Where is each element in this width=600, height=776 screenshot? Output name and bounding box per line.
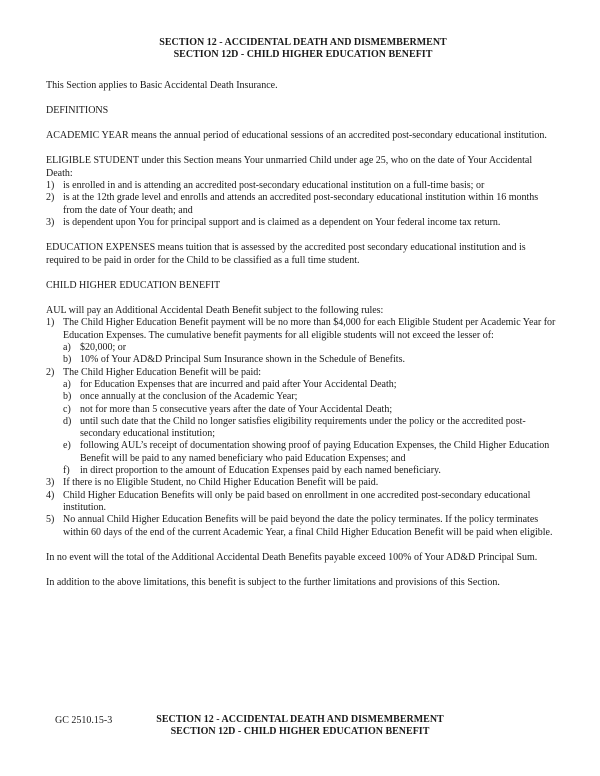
list-item-number: 4) [46,489,55,501]
list-item-letter: d) [63,415,72,427]
rule-subitem [63,391,560,403]
benefit-rules [46,305,560,539]
closing-paragraph-total-limit: In no event will the total of the Additional Accidental Death Benefits payable exceed 100% of Your AD&D Principal Sum. [46,551,538,563]
rule-subitem [63,342,560,354]
list-item-text: Child Higher Education Benefits will only be paid based on enrollment in one accredited post-secondary educational institution. [63,489,531,513]
list-item-text: until such date that the Child no longer satisfies eligibility requirements under the policy or the accredited post-secondary educational institution; [80,415,526,440]
definitions-heading: DEFINITIONS [46,104,109,116]
list-item-text: No annual Child Higher Education Benefits will be paid beyond the date the policy terminates. If the policy terminates within 60 days of the end of the current Academic Year, a final Child Higher Education Benefit will be paid when eligible. [63,514,553,538]
footer-title-line2: SECTION 12D - CHILD HIGHER EDUCATION BENEFIT [170,726,430,738]
closing-paragraph-further-limitations: In addition to the above limitations, this benefit is subject to the further limitations and provisions of this Section. [46,577,500,589]
rule-subitem [63,416,560,441]
rule-subitem [63,440,560,465]
footer-title-line1: SECTION 12 - ACCIDENTAL DEATH AND DISMEMBERMENT [156,714,444,725]
list-item-letter: e) [63,440,71,452]
rule-subitem [63,465,560,477]
list-item-number: 3) [46,216,55,228]
header-title-line1: SECTION 12 - ACCIDENTAL DEATH AND DISMEMBERMENT [159,37,447,48]
list-item-number: 5) [46,514,55,526]
list-item-letter: b) [63,391,72,403]
rule-item [46,477,560,489]
rule-item [46,367,560,379]
rules-lead: AUL will pay an Additional Accidental Death Benefit subject to the following rules: [46,305,384,317]
list-item-text: not for more than 5 consecutive years after the date of Your Accidental Death; [80,403,393,415]
list-item-number: 1) [46,317,55,329]
rule-item [46,317,560,342]
list-item-text: 10% of Your AD&D Principal Sum Insurance shown in the Schedule of Benefits. [80,354,405,366]
form-number: GC 2510.15-3 [55,715,113,726]
list-item-text: is dependent upon You for principal support and is claimed as a dependent on Your federal income tax return. [63,216,501,228]
list-item-letter: a) [63,342,71,354]
document-footer [0,714,600,754]
list-item [46,192,560,217]
rule-subitem [63,354,560,366]
list-item-text: is at the 12th grade level and enrolls and attends an accredited post-secondary educational institution within 16 months from the date of Your death; and [63,192,539,216]
rule-subitem [63,379,560,391]
list-item-number: 3) [46,477,55,489]
header-title-line2: SECTION 12D - CHILD HIGHER EDUCATION BENEFIT [173,49,433,61]
list-item-text: following AUL’s receipt of documentation showing proof of paying Education Expenses, the Child Higher Education Benefit will be paid to any named beneficiary who paid Education Expenses; and [80,440,550,464]
education-expenses-definition: EDUCATION EXPENSES means tuition that is assessed by the accredited post secondary educational institution and is required to be paid in order for the Child to be classified as a full time student. [46,242,526,266]
benefit-heading: CHILD HIGHER EDUCATION BENEFIT [46,279,221,291]
list-item-number: 2) [46,366,55,378]
list-item-letter: f) [63,465,70,477]
eligible-student-lead: ELIGIBLE STUDENT under this Section means Your unmarried Child under age 25, who on the date of Your Accidental Death: [46,155,533,179]
list-item [46,180,560,192]
rule-item [46,514,560,539]
list-item-letter: a) [63,378,71,390]
list-item-text: once annually at the conclusion of the Academic Year; [80,391,298,403]
list-item-letter: c) [63,403,71,415]
rule-subitem [63,404,560,416]
list-item-letter: b) [63,354,72,366]
academic-year-definition: ACADEMIC YEAR means the annual period of educational sessions of an accredited post-secondary educational institution. [46,130,547,142]
list-item-text: in direct proportion to the amount of Education Expenses paid by each named beneficiary. [80,465,441,477]
list-item [46,217,560,229]
list-item-text: is enrolled in and is attending an accredited post-secondary educational institution on a full-time basis; or [63,180,485,192]
list-item-number: 1) [46,180,55,192]
eligible-student-definition [46,155,560,229]
list-item-text: $20,000; or [80,342,127,354]
document-header [46,37,560,62]
intro-paragraph: This Section applies to Basic Accidental Death Insurance. [46,79,278,91]
list-item-text: for Education Expenses that are incurred and paid after Your Accidental Death; [80,378,397,390]
list-item-number: 2) [46,192,55,204]
rule-item [46,490,560,515]
list-item-text: The Child Higher Education Benefit payment will be no more than $4,000 for each Eligible Student per Academic Year for Education Expenses. The cumulative benefit payments for all eligible students will not exceed the lesser of: [63,317,556,341]
list-item-text: If there is no Eligible Student, no Child Higher Education Benefit will be paid. [63,477,379,489]
list-item-text: The Child Higher Education Benefit will be paid: [63,366,262,378]
